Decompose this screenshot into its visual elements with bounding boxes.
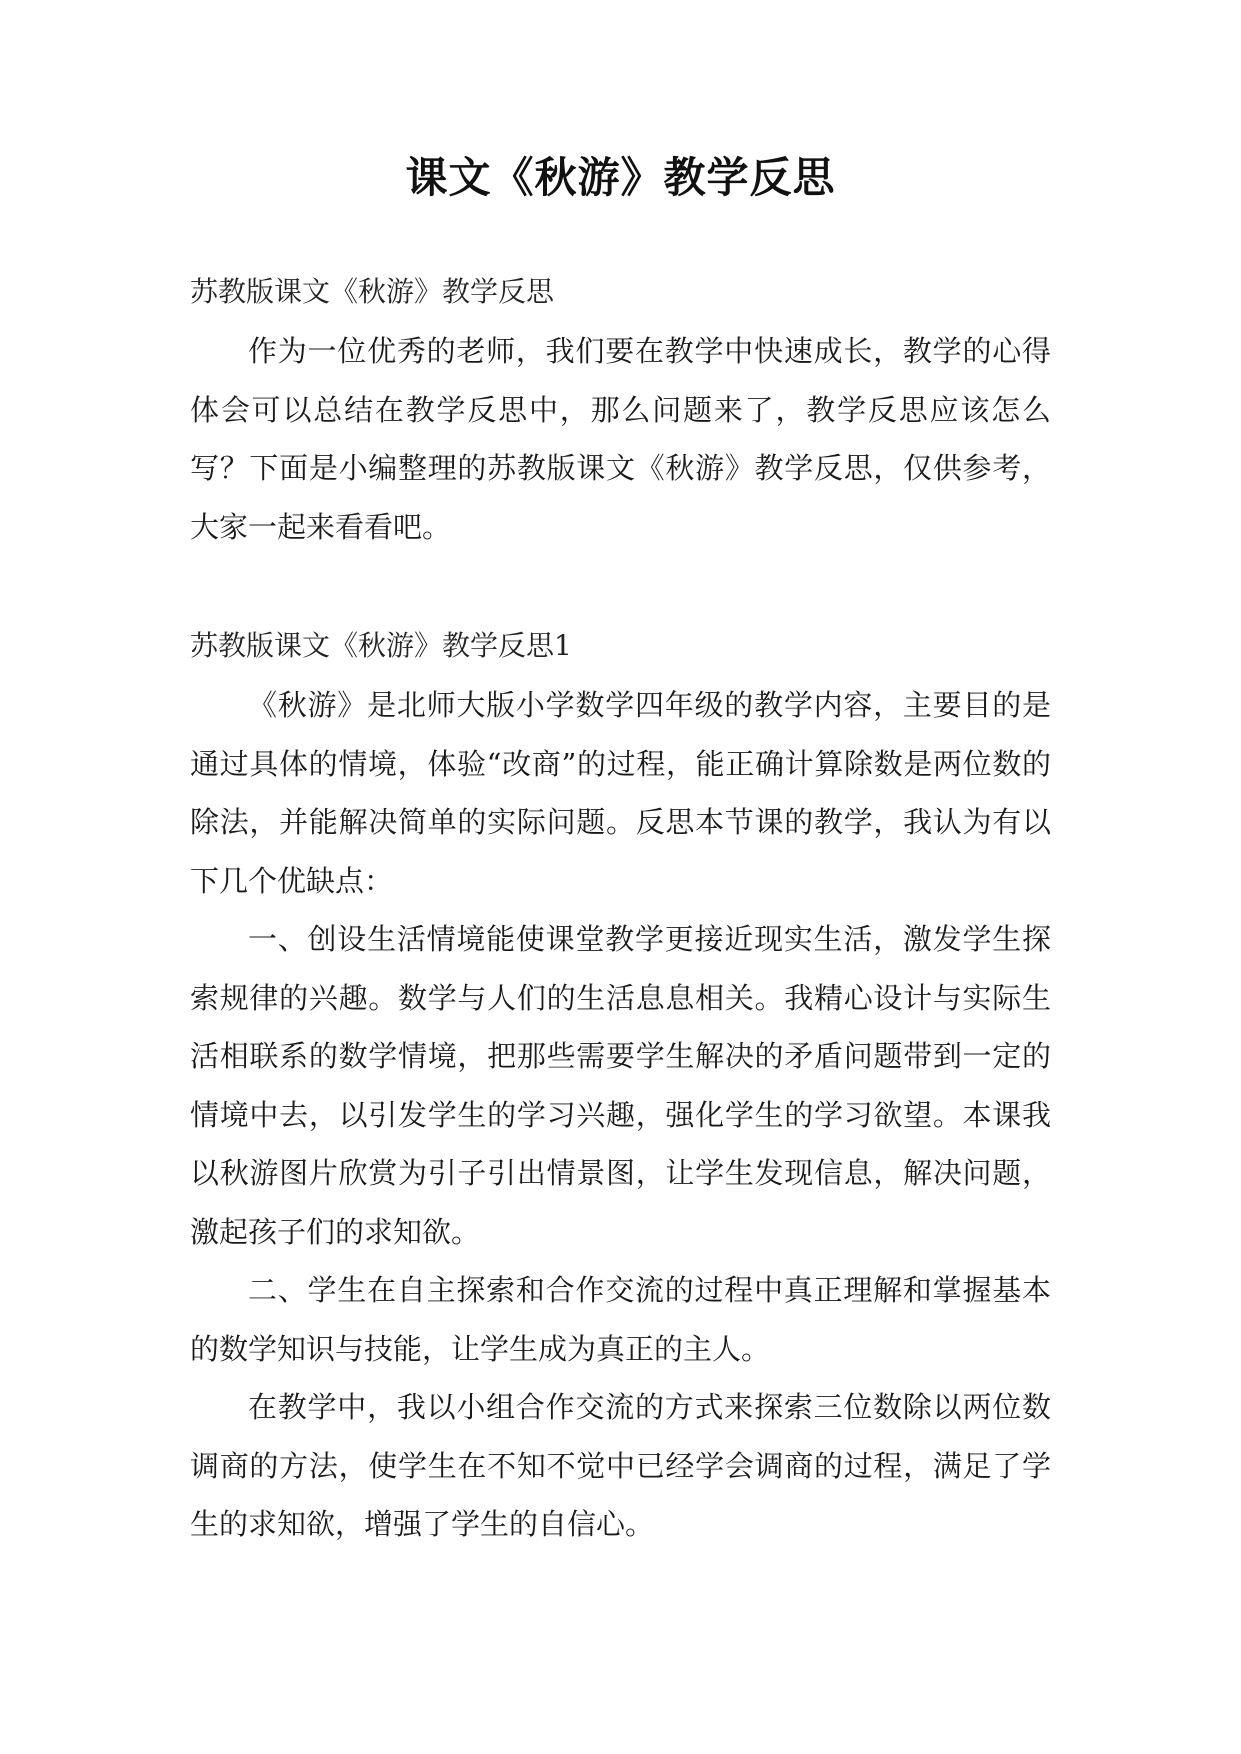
section1-paragraph-1: 《秋游》是北师大版小学数学四年级的教学内容，主要目的是通过具体的情境，体验“改商”的过程，能正确计算除数是两位数的除法，并能解决简单的实际问题。反思本节课的教学，我认为有以下几个优缺点： (190, 688, 1051, 898)
section-spacer (190, 556, 1051, 616)
intro-heading: 苏教版课文《秋游》教学反思 (190, 275, 555, 308)
section1-paragraph-3: 二、学生在自主探索和合作交流的过程中真正理解和掌握基本的数学知识与技能，让学生成为真正的主人。 (190, 1273, 1051, 1366)
document-title: 课文《秋游》教学反思 (405, 153, 836, 202)
section1-paragraph-4: 在教学中，我以小组合作交流的方式来探索三位数除以两位数调商的方法，使学生在不知不觉中已经学会调商的过程，满足了学生的求知欲，增强了学生的自信心。 (190, 1390, 1051, 1541)
section1-paragraph-2: 一、创设生活情境能使课堂教学更接近现实生活，激发学生探索规律的兴趣。数学与人们的生活息息相关。我精心设计与实际生活相联系的数学情境，把那些需要学生解决的矛盾问题带到一定的情境中去，以引发学生的学习兴趣，强化学生的学习欲望。本课我以秋游图片欣赏为引子引出情景图，让学生发现信息，解决问题，激起孩子们的求知欲。 (190, 922, 1051, 1249)
document-body (190, 262, 1051, 1554)
section1-heading: 苏教版课文《秋游》教学反思1 (190, 629, 572, 662)
intro-paragraph: 作为一位优秀的老师，我们要在教学中快速成长，教学的心得体会可以总结在教学反思中，那么问题来了，教学反思应该怎么写？下面是小编整理的苏教版课文《秋游》教学反思，仅供参考，大家一起来看看吧。 (190, 334, 1051, 544)
